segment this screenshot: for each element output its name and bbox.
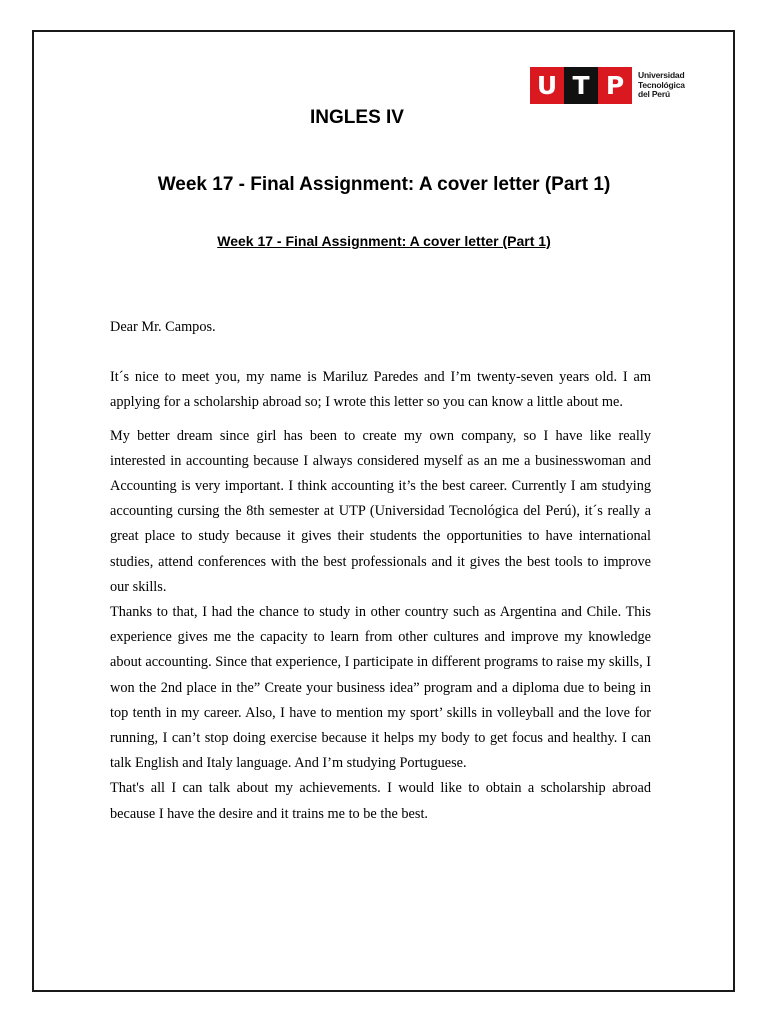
logo-university-name	[638, 71, 685, 100]
logo-name-line: Tecnológica	[638, 79, 685, 90]
logo-letter-p: P	[598, 67, 632, 104]
assignment-title: Week 17 - Final Assignment: A cover letter (Part 1)	[157, 174, 611, 195]
cover-letter-body	[110, 315, 651, 827]
assignment-subtitle: Week 17 - Final Assignment: A cover letter (Part 1)	[217, 233, 551, 249]
letter-paragraph: Thanks to that, I had the chance to study in other country such as Argentina and Chile. This experience gives me the capacity to learn from other cultures and improve my knowledge about accounting. Since that experience, I participate in different programs to raise my skills, I won the 2nd place in the” Create your business idea” program and a diploma due to being in top tenth in my career. Also, I have to mention my sport’ skills in volleyball and the love for running, I can’t stop doing exercise because it helps my body to get focus and healthy. I can talk English and Italy language. And I’m studying Portuguese.	[110, 604, 651, 772]
logo-letter-u: U	[530, 67, 564, 104]
utp-logo	[530, 67, 685, 104]
logo-letter-blocks	[530, 67, 632, 104]
letter-salutation: Dear Mr. Campos.	[110, 319, 216, 335]
letter-paragraph: My better dream since girl has been to create my own company, so I have like really interested in accounting because I always considered myself as an me a businesswoman and Accounting is very important. I think accounting it’s the best career. Currently I am studying accounting cursing the 8th semester at UTP (Universidad Tecnológica del Perú), it´s really a great place to study because it gives their students the opportunities to have international studies, attend conferences with the best professionals and it gives the best tools to improve our skills.	[110, 427, 651, 595]
course-title: INGLES IV	[310, 107, 404, 128]
logo-name-line: del Perú	[638, 89, 670, 100]
letter-paragraph: It´s nice to meet you, my name is Mariluz Paredes and I’m twenty-seven years old. I am applying for a scholarship abroad so; I wrote this letter so you can know a little about me.	[110, 369, 651, 411]
letter-paragraph: That's all I can talk about my achievements. I would like to obtain a scholarship abroad because I have the desire and it trains me to be the best.	[110, 780, 651, 822]
logo-name-line: Universidad	[638, 70, 685, 81]
logo-letter-t: T	[564, 67, 598, 104]
